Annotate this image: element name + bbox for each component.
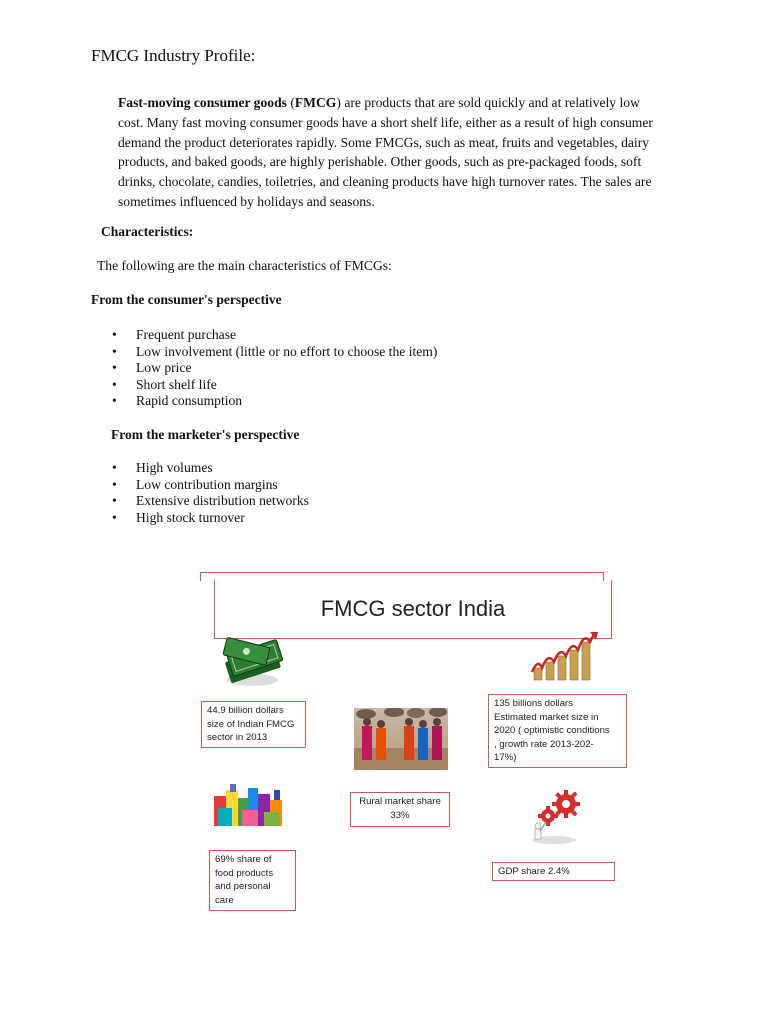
- list-item: • Short shelf life: [110, 377, 437, 394]
- money-icon: [218, 636, 286, 688]
- list-item: • Extensive distribution networks: [110, 493, 309, 510]
- list-item: • Rapid consumption: [110, 393, 437, 410]
- box-text: sector in 2013: [207, 732, 268, 743]
- box-text: 135 billions dollars: [494, 698, 573, 709]
- list-item: • Low price: [110, 360, 437, 377]
- box-text: care: [215, 894, 234, 906]
- intro-term: Fast-moving consumer goods: [118, 95, 287, 110]
- characteristics-intro: The following are the main characteristics of FMCGs:: [97, 258, 392, 273]
- marketer-list: [110, 460, 309, 526]
- food-personal-care-share-box: [209, 850, 296, 911]
- gears-icon: [522, 790, 586, 846]
- list-item: • Low contribution margins: [110, 477, 309, 494]
- list-item: • High volumes: [110, 460, 309, 477]
- box-text: 69% share of: [215, 854, 272, 865]
- fmcg-infographic: [196, 570, 636, 915]
- growth-chart-icon: [528, 628, 608, 686]
- consumer-products-icon: [212, 780, 288, 830]
- list-item: • High stock turnover: [110, 510, 309, 527]
- rural-market-share-box: [350, 792, 450, 827]
- box-text: Rural market share: [359, 796, 441, 807]
- intro-text: are products that are sold quickly and at relatively low cost. Many fast moving consumer goods have a short shelf life, either as a result of high consumer demand the product deteriorates rapidly. Some FMCGs, such as meat, fruits and vegetables, dairy products, and baked goods, are highly perishable. Other goods, such as pre-packaged foods, soft drinks, chocolate, candies, toiletries, and cleaning products have high turnover rates. The sales are sometimes influenced by holidays and seasons.: [118, 95, 653, 209]
- page-title: FMCG Industry Profile:: [91, 46, 256, 65]
- box-text: , growth rate 2013-202-: [494, 738, 594, 750]
- gdp-share-box: GDP share 2.4%: [492, 862, 615, 881]
- box-text: 33%: [390, 809, 410, 821]
- box-text: 44.9 billion dollars: [207, 705, 284, 716]
- market-size-2013-box: [201, 701, 306, 748]
- intro-paren-open: (: [286, 95, 295, 110]
- box-text: 2020 ( optimistic conditions: [494, 725, 610, 736]
- intro-paragraph: [118, 93, 663, 212]
- rural-workers-photo: [354, 708, 448, 770]
- box-text: Estimated market size in: [494, 711, 599, 723]
- intro-abbr: FMCG: [294, 95, 337, 110]
- marketer-heading: From the marketer's perspective: [111, 427, 300, 442]
- box-text: and personal: [215, 881, 271, 892]
- box-text: size of Indian FMCG: [207, 718, 295, 730]
- intro-paren-close: ): [336, 95, 341, 110]
- list-item: • Frequent purchase: [110, 327, 437, 344]
- consumer-list: [110, 327, 437, 410]
- box-text: food products: [215, 867, 274, 879]
- characteristics-heading: Characteristics:: [101, 224, 194, 239]
- estimated-market-2020-box: [488, 694, 627, 768]
- box-text: 17%): [494, 752, 517, 763]
- infographic-title: FMCG sector India: [320, 596, 506, 621]
- list-item: • Low involvement (little or no effort to choose the item): [110, 344, 437, 361]
- consumer-heading: From the consumer's perspective: [91, 292, 282, 307]
